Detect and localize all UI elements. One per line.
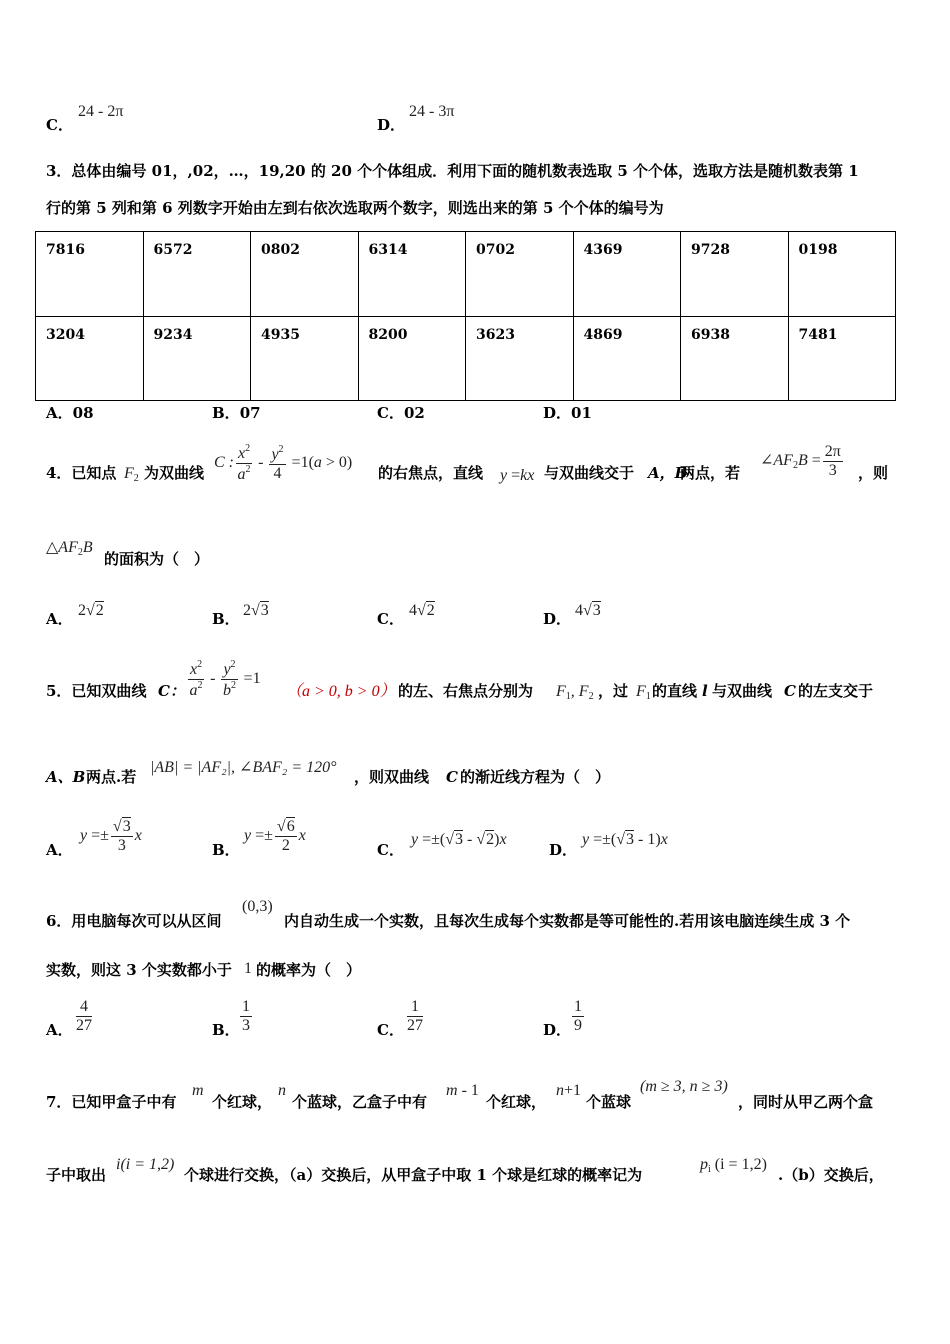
- q4-points-ab: A，B: [648, 464, 688, 482]
- q4-option-a-label: A．: [46, 610, 73, 628]
- table-cell: 0198: [788, 232, 896, 317]
- q5-option-b-label: B．: [212, 841, 240, 859]
- q4-text-4: 与双曲线交于: [544, 464, 635, 482]
- q5-text-5: 与双曲线: [712, 682, 773, 700]
- q7-text-7: 子中取出: [46, 1166, 107, 1184]
- q7-n: n: [278, 1082, 286, 1099]
- q5-hyperbola-equation: $\frac{x^2}{a^2}$ - $\frac{y^2}{b^2}$ =1: [189, 659, 261, 699]
- q7-text-8: 个球进行交换，（a）交换后，从甲盒子中取 1 个球是红球的概率记为: [184, 1166, 643, 1184]
- q3-option-c: C．02: [377, 404, 425, 422]
- q5-line-l: l: [702, 682, 708, 700]
- q5-text-4: 的直线: [652, 682, 698, 700]
- q5-option-a-label: A．: [46, 841, 73, 859]
- q3-stem-line1: 3．总体由编号 01，,02，…，19,20 的 20 个个体组成．利用下面的随机数表选取 5 个个体，选取方法是随机数表第 1: [46, 162, 859, 180]
- q5-text-3: ，过: [598, 682, 629, 700]
- q7-i-expr: i(i = 1,2): [116, 1156, 175, 1173]
- q7-p-expr: $p_i$ (i = 1,2): [700, 1156, 767, 1175]
- q4-f2: $F_2$: [124, 465, 139, 484]
- q5-option-a-value: y =± $\frac{√3}{3}$ x: [80, 818, 142, 854]
- q2-option-c-expr: 24 - 2π: [78, 103, 124, 120]
- q4-option-d-value: 4√3: [575, 602, 601, 619]
- table-row: [36, 316, 896, 401]
- q6-text-1: 6．用电脑每次可以从区间: [46, 912, 222, 930]
- q4-option-b-label: B．: [212, 610, 240, 628]
- q5-text-1: 5．已知双曲线: [46, 682, 147, 700]
- q2-option-d-label: D．: [377, 116, 406, 134]
- q5-text-9: 的渐近线方程为（ ）: [460, 768, 611, 786]
- q7-condition: (m ≥ 3, n ≥ 3): [640, 1078, 728, 1095]
- q6-one: 1: [244, 960, 252, 977]
- q5-text-6: 的左支交于: [798, 682, 874, 700]
- q5-option-d-label: D．: [549, 841, 578, 859]
- q6-text-2: 内自动生成一个实数，且每次生成每个实数都是等可能性的.若用该电脑连续生成 3 个: [284, 912, 851, 930]
- q4-triangle-symbol: $\triangle AF_2B$: [46, 539, 93, 558]
- q3-option-d: D．01: [543, 404, 592, 422]
- q6-option-c-label: C．: [377, 1021, 404, 1039]
- q5-text-7: 两点.若: [86, 768, 137, 786]
- table-cell: 7481: [788, 316, 896, 401]
- q3-stem-line2: 行的第 5 列和第 6 列数字开始由左到右依次选取两个数字，则选出来的第 5 个个体的编号为: [46, 199, 664, 217]
- table-cell: 9234: [143, 316, 251, 401]
- table-cell: 4369: [573, 232, 681, 317]
- table-cell: 3623: [466, 316, 574, 401]
- table-cell: 8200: [358, 316, 466, 401]
- q5-option-d-value: y =±(√3 - 1)x: [582, 831, 668, 848]
- q5-curve-c: C：: [158, 682, 185, 700]
- q3-option-a: A．08: [46, 404, 94, 422]
- q6-text-3: 实数，则这 3 个实数都小于: [46, 961, 232, 979]
- q5-text-8: ，则双曲线: [354, 768, 430, 786]
- q4-text-2: 为双曲线: [144, 464, 205, 482]
- q5-foci: $F_1$, $F_2$: [556, 683, 594, 702]
- q4-text-3: 的右焦点，直线: [378, 464, 484, 482]
- q4-hyperbola-equation: C : $\frac{x^2}{a^2}$ - $\frac{y^2}{4}$ =1(a > 0): [214, 443, 353, 483]
- q6-option-a-label: A．: [46, 1021, 73, 1039]
- table-cell: 0802: [251, 232, 359, 317]
- q7-text-6: ，同时从甲乙两个盒: [738, 1093, 874, 1111]
- q4-option-a-value: 2√2: [78, 602, 104, 619]
- q6-option-c-value: $\frac{1}{27}$: [407, 998, 423, 1034]
- q7-m-minus-1: m - 1: [446, 1082, 479, 1099]
- table-cell: 7816: [36, 232, 144, 317]
- q5-option-c-label: C．: [377, 841, 404, 859]
- q6-text-4: 的概率为（ ）: [256, 961, 362, 979]
- q4-text-7: 的面积为（ ）: [104, 550, 210, 568]
- q2-option-c-label: C．: [46, 116, 73, 134]
- table-cell: 4935: [251, 316, 359, 401]
- q2-option-d-expr: 24 - 3π: [409, 103, 455, 120]
- q4-option-d-label: D．: [543, 610, 572, 628]
- q4-option-c-value: 4√2: [409, 602, 435, 619]
- q4-text-1: 4．已知点: [46, 464, 117, 482]
- q4-text-6: ，则: [858, 464, 889, 482]
- q7-text-1: 7．已知甲盒子中有: [46, 1093, 177, 1111]
- q4-angle-condition: $\angle AF_2B$ = $\frac{2\pi}{3}$: [760, 443, 841, 479]
- q5-curve-c-3: C: [446, 768, 458, 786]
- q6-option-d-value: $\frac{1}{9}$: [574, 998, 582, 1034]
- table-cell: 4869: [573, 316, 681, 401]
- q5-ab-condition: |AB| = |AF₂|, ∠BAF₂ = 120°: [150, 759, 337, 776]
- table-cell: 6938: [681, 316, 789, 401]
- q5-text-2: 的左、右焦点分别为: [398, 682, 534, 700]
- random-number-table: [35, 231, 896, 401]
- q7-text-9: .（b）交换后，: [778, 1166, 884, 1184]
- q4-option-b-value: 2√3: [243, 602, 269, 619]
- table-cell: 0702: [466, 232, 574, 317]
- q7-text-2: 个红球，: [212, 1093, 273, 1111]
- table-row: [36, 232, 896, 317]
- table-cell: 6572: [143, 232, 251, 317]
- q6-option-a-value: $\frac{4}{27}$: [76, 998, 92, 1034]
- q5-points-ab: A、B: [46, 768, 86, 786]
- q4-option-c-label: C．: [377, 610, 404, 628]
- table-cell: 9728: [681, 232, 789, 317]
- q5-f1: $F_1$: [636, 683, 651, 702]
- q7-text-5: 个蓝球: [586, 1093, 632, 1111]
- table-cell: 6314: [358, 232, 466, 317]
- q7-n-plus-1: n+1: [556, 1082, 582, 1099]
- q7-text-4: 个红球，: [486, 1093, 547, 1111]
- q6-option-d-label: D．: [543, 1021, 572, 1039]
- q6-option-b-value: $\frac{1}{3}$: [242, 998, 250, 1034]
- q6-option-b-label: B．: [212, 1021, 240, 1039]
- q6-interval: (0,3): [242, 898, 273, 915]
- q7-m: m: [192, 1082, 204, 1099]
- q5-curve-c-2: C: [784, 682, 796, 700]
- q4-line-equation: y =kx: [500, 467, 535, 484]
- table-cell: 3204: [36, 316, 144, 401]
- q7-text-3: 个蓝球，乙盒子中有: [292, 1093, 428, 1111]
- q5-option-b-value: y =± $\frac{√6}{2}$ x: [244, 818, 306, 854]
- q5-condition: （a > 0, b > 0）: [286, 683, 396, 700]
- q4-text-5: 两点，若: [680, 464, 741, 482]
- q5-option-c-value: y =±(√3 - √2)x: [411, 831, 507, 848]
- q3-option-b: B．07: [212, 404, 261, 422]
